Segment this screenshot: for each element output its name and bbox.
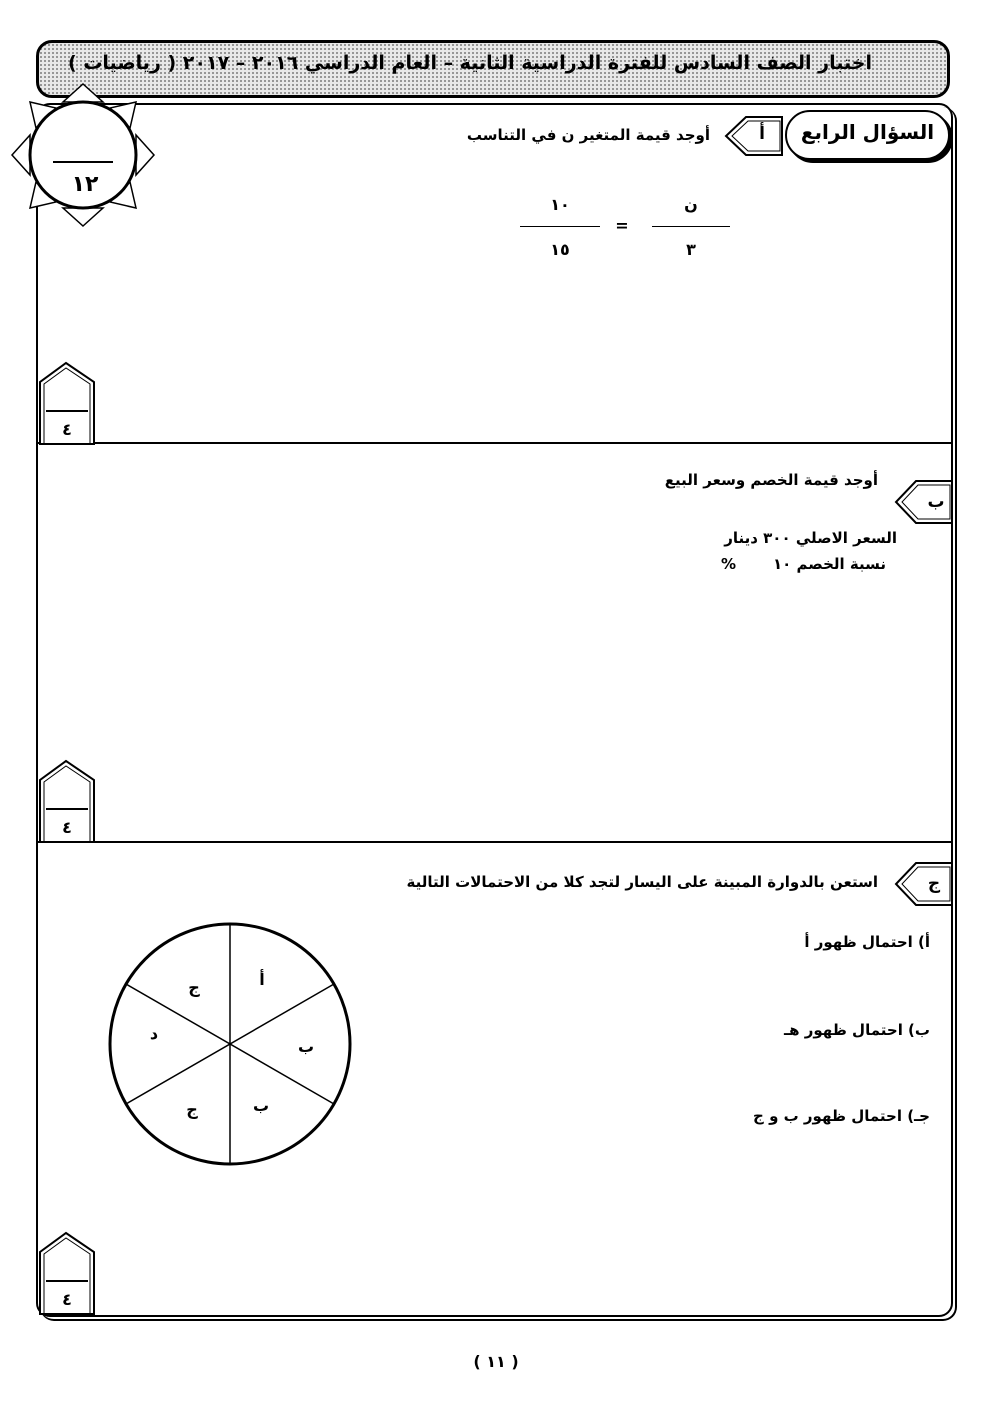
total-mark: ١٢ (71, 172, 99, 197)
probability-question-a: أ) احتمال ظهور أ (804, 933, 930, 951)
probability-question-c: جـ) احتمال ظهور ب و ج (753, 1107, 930, 1125)
part-a-prompt: أوجد قيمة المتغير ن في التناسب (466, 126, 710, 144)
part-c-label: ج (927, 874, 941, 894)
equals-sign: = (615, 216, 629, 235)
part-b-mark: ٤ (62, 818, 72, 837)
part-c-prompt: استعن بالدوارة المبينة على اليسار لتجد كلا من الاحتمالات التالية (406, 873, 878, 891)
probability-question-b: ب) احتمال ظهور هـ (784, 1021, 930, 1039)
total-mark-badge (8, 80, 158, 230)
section-divider (36, 841, 953, 843)
spinner-sector-label: د (149, 1024, 159, 1043)
section-divider (36, 442, 953, 444)
page-title: اختبار الصف السادس للفترة الدراسية الثانية – العام الدراسي ٢٠١٦ – ٢٠١٧ ( رياضيات ) (68, 52, 872, 74)
part-c-mark: ٤ (62, 1290, 72, 1309)
right-numerator: ن (684, 195, 698, 214)
spinner-sector-label: ب (252, 1096, 270, 1115)
original-price: السعر الاصلي ٣٠٠ دينار (724, 529, 897, 547)
left-numerator: ١٠ (550, 195, 570, 214)
part-b-prompt: أوجد قيمة الخصم وسعر البيع (664, 471, 878, 489)
left-fraction-bar (520, 226, 600, 227)
left-denominator: ١٥ (550, 240, 570, 259)
right-denominator: ٣ (686, 240, 696, 259)
question-title: السؤال الرابع (800, 120, 935, 144)
spinner-sector-label: ج (188, 978, 200, 997)
discount-rate: نسبة الخصم ١٠ (773, 555, 886, 573)
right-fraction-bar (652, 226, 730, 227)
spinner (106, 920, 354, 1168)
spinner-sector-label: ب (297, 1037, 315, 1056)
page-number: ( ١١ ) (473, 1352, 519, 1371)
percent-sign: % (721, 555, 737, 573)
spinner-sector-label: ج (186, 1100, 198, 1119)
part-a-mark: ٤ (62, 420, 72, 439)
part-a-label: أ (759, 124, 765, 144)
part-b-label: ب (927, 492, 945, 512)
spinner-sector-label: أ (259, 970, 265, 989)
